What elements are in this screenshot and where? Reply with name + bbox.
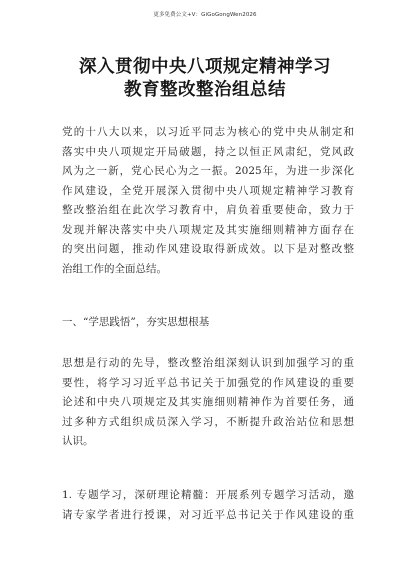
paragraph-line: 请专家学者进行授课，对习近平总书记关于作风建设的重 [62,508,354,521]
paragraph-line: 治组工作的全面总结。 [62,262,167,275]
paragraph-line: 作风建设，全党开展深入贯彻中央八项规定精神学习教育 [62,184,354,197]
paragraph-line: 1. 专题学习，深研理论精髓：开展系列专题学习活动，邀 [62,489,354,501]
document-title-line-2: 教育整改整治组总结 [124,80,286,100]
numbered-item-paragraph [62,486,354,525]
paragraph-line: 认识。 [62,435,94,447]
paragraph-line: 论述和中央八项规定及其实施细则精神作为首要任务，通 [62,396,354,408]
paragraph-line: 落实中央八项规定开局破题，持之以恒正风肃纪，党风政 [62,145,354,158]
intro-paragraph [62,123,354,279]
header-watermark: 更多免费公文+V：GiGoGongWen2026 [153,12,257,18]
paragraph-line: 的突出问题，推动作风建设取得新成效。以下是对整改整 [62,243,354,255]
document-title-line-1: 深入贯彻中央八项规定精神学习 [79,57,331,77]
paragraph-line: 整改整治组在此次学习教育中，肩负着重要使命，致力于 [62,204,354,216]
paragraph-line: 发现并解决落实中央八项规定及其实施细则精神方面存在 [62,223,354,236]
section-heading [62,313,354,333]
paragraph-line: 要性，将学习习近平总书记关于加强党的作风建设的重要 [62,376,354,389]
paragraph-line: 过多种方式组织成员深入学习，不断提升政治站位和思想 [62,415,354,428]
section-paragraph [62,354,354,452]
paragraph-line: 思想是行动的先导，整改整治组深刻认识到加强学习的重 [62,357,354,369]
paragraph-line: 党的十八大以来，以习近平同志为核心的党中央从制定和 [62,126,354,138]
paragraph-line: 风为之一新，党心民心为之一振。2025年，为进一步深化 [62,165,354,177]
section-heading-text: 一、“学思践悟”，夯实思想根基 [62,316,210,328]
